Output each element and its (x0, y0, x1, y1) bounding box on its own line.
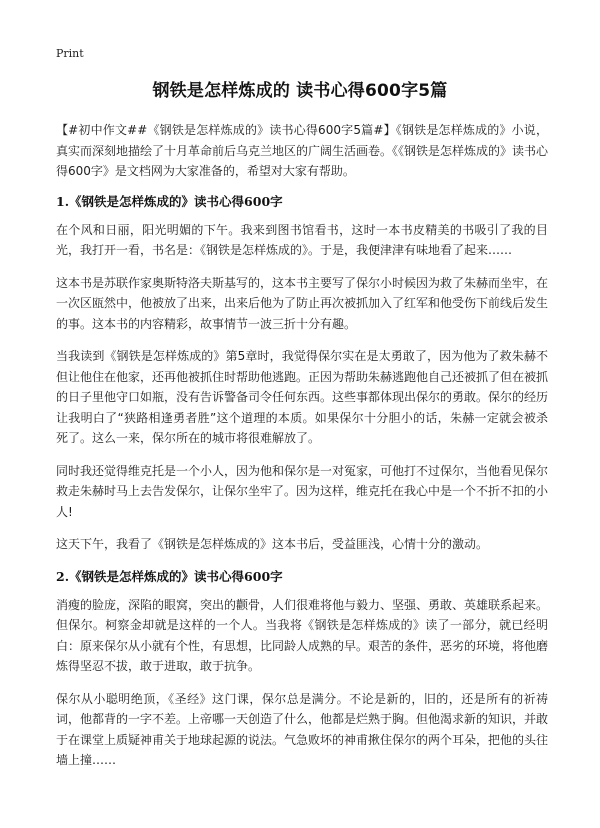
paragraph: 消瘦的脸庞，深陷的眼窝，突出的颧骨，人们很难将他与毅力、坚强、勇敢、英雄联系起来。但保尔。柯察金却就是这样的一个人。当我将《钢铁是怎样炼成的》读了一部分，就已经明白：原来保尔从小就有个性，有思想，比同龄人成熟的早。艰苦的条件，恶劣的环境，将他磨炼得坚忍不拔，敢于进取，敢于抗争。 (56, 597, 549, 673)
section-heading: 2.《钢铁是怎样炼成的》读书心得600字 (56, 568, 283, 584)
paragraph: 这本书是苏联作家奥斯特洛夫斯基写的，这本书主要写了保尔小时候因为救了朱赫而坐牢，在一次区瓯然中，他被放了出来，出来后他为了防止再次被抓加入了红军和他受伤下前线后发生的事。这本书的内容精彩，故事情节一波三折十分有趣。 (56, 275, 549, 331)
section-heading: 1.《钢铁是怎样炼成的》读书心得600字 (56, 193, 283, 209)
section-2 (56, 567, 548, 771)
intro-paragraph: 【#初中作文##《钢铁是怎样炼成的》读书心得600字5篇#】《钢铁是怎样炼成的》小说，真实而深刻地描绘了十月革命前后乌克兰地区的广阔生活画卷。《《钢铁是怎样炼成的》读书心得600字》是文档网为大家准备的，希望对大家有帮助。 (56, 123, 549, 178)
paragraph: 同时我还觉得维克托是一个小人，因为他和保尔是一对冤家，可他打不过保尔，当他看见保尔救走朱赫时马上去告发保尔，让保尔坐牢了。因为这样，维克托在我心中是一个不折不扣的小人! (56, 463, 549, 519)
paragraph: 在个风和日丽，阳光明媚的下午。我来到图书馆看书，这时一本书皮精美的书吸引了我的目光，我打开一看，书名是：《钢铁是怎样炼成的》。于是，我便津津有味地看了起来…… (56, 222, 548, 257)
print-link[interactable]: Print (56, 47, 84, 60)
paragraph: 保尔从小聪明绝顶，《圣经》这门课，保尔总是满分。不论是新的，旧的，还是所有的祈祷词，他都背的一字不差。上帝哪一天创造了什么，他都是烂熟于胸。但他渴求新的知识，并敢于在课堂上质疑神甫关于地球起源的说法。气急败坏的神甫揪住保尔的两个耳朵，把他的头往墙上撞…… (56, 691, 549, 767)
paragraph: 当我读到《钢铁是怎样炼成的》第5章时，我觉得保尔实在是太勇敢了，因为他为了救朱赫不但让他住在他家，还再他被抓住时帮助他逃跑。正因为帮助朱赫逃跑他自己还被抓了但在被抓的日子里他守口如瓶，没有告诉警备司令任何东西。这些事都体现出保尔的勇敢。保尔的经历让我明白了“狭路相逢勇者胜”这个道理的本质。如果保尔十分胆小的话，朱赫一定就会被杀死了。这么一来，保尔所在的城市将很难解放了。 (56, 349, 549, 445)
section-1 (56, 192, 548, 555)
page-title: 钢铁是怎样炼成的 读书心得600字5篇 (152, 81, 448, 101)
paragraph: 这天下午，我看了《钢铁是怎样炼成的》这本书后，受益匪浅，心情十分的激动。 (56, 537, 489, 551)
article-body (56, 120, 548, 783)
